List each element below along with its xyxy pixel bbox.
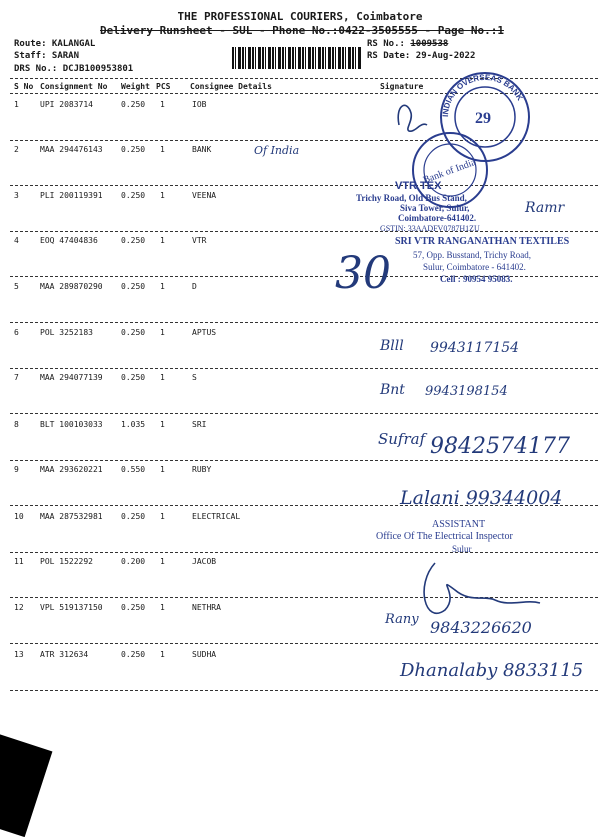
row-sno: 11 [14, 557, 24, 566]
electrical-stamp-line2: Sulur [452, 544, 472, 554]
rs-date [367, 51, 475, 61]
row-consignee: APTUS [192, 328, 217, 337]
row-pcs: 1 [160, 282, 165, 291]
row-consignee: SUDHA [192, 650, 217, 659]
row-weight: 1.035 [121, 420, 146, 429]
row-sno: 6 [14, 328, 19, 337]
drs-number: DRS No.: DCJB100953801 [14, 64, 134, 74]
scan-shadow [0, 733, 52, 837]
row-sno: 4 [14, 236, 19, 245]
row-consignment-no: MAA 294077139 [40, 373, 103, 382]
col-header-consignment: Consignment No [40, 82, 108, 91]
row-sno: 10 [14, 512, 24, 521]
rs-number [367, 39, 448, 49]
row-weight: 0.250 [121, 328, 146, 337]
row-separator [10, 643, 598, 644]
row6-signature: Blll [380, 338, 404, 354]
row-consignee: D [192, 282, 197, 291]
row-consignment-no: POL 3252183 [40, 328, 93, 337]
row-sno: 1 [14, 100, 19, 109]
vtr-stamp-line2: Siva Tower, Sulur, [400, 203, 470, 213]
sri-stamp-line2: Sulur, Coimbatore - 641402. [423, 262, 526, 272]
row-consignment-no: UPI 2083714 [40, 100, 93, 109]
row-weight: 0.250 [121, 512, 146, 521]
row-pcs: 1 [160, 603, 165, 612]
row12-phone: 9843226620 [430, 618, 532, 637]
row2-handwritten-consignee: Of India [254, 144, 300, 157]
row-pcs: 1 [160, 145, 165, 154]
row-separator [10, 460, 598, 461]
row-sno: 3 [14, 191, 19, 200]
row-consignee: IOB [192, 100, 207, 109]
bank-ring-date: 29 [475, 110, 491, 127]
row-consignment-no: VPL 519137150 [40, 603, 103, 612]
row-consignee: NETHRA [192, 603, 221, 612]
row-consignment-no: MAA 289870290 [40, 282, 103, 291]
row-pcs: 1 [160, 650, 165, 659]
sri-stamp-heading: SRI VTR RANGANATHAN TEXTILES [395, 236, 570, 247]
row-pcs: 1 [160, 236, 165, 245]
row-sno: 9 [14, 465, 19, 474]
row-consignee: BANK [192, 145, 212, 154]
row-consignment-no: BLT 100103033 [40, 420, 103, 429]
row-weight: 0.200 [121, 557, 146, 566]
row-pcs: 1 [160, 328, 165, 337]
runsheet-subtitle: Delivery Runsheet - SUL - Phone No.:0422-3505555 - Page No.:1 [100, 24, 504, 37]
col-header-consignee: Consignee Details [190, 82, 272, 91]
row-sno: 8 [14, 420, 19, 429]
electrical-stamp-line1: Office Of The Electrical Inspector [376, 531, 513, 542]
row-pcs: 1 [160, 512, 165, 521]
row13-signature-phone: Dhanalaby 8833115 [400, 660, 584, 681]
row-pcs: 1 [160, 100, 165, 109]
row-sno: 13 [14, 650, 24, 659]
row-consignee: ELECTRICAL [192, 512, 241, 521]
route-label: Route: KALANGAL [14, 39, 96, 49]
row-separator [10, 185, 598, 186]
col-header-pcs: PCS [156, 82, 171, 91]
row-consignee: RUBY [192, 465, 212, 474]
rs-number-value: 1009538 [410, 39, 449, 49]
vtr-stamp-heading: VTR TEX [395, 180, 442, 192]
vtr-stamp-gstin: GSTIN: 33AADFV0787H1ZU [380, 224, 480, 233]
row-weight: 0.250 [121, 603, 146, 612]
vtr-stamp-line1: Trichy Road, Old Bus Stand, [356, 193, 467, 203]
bank-ring-text: INDIAN OVERSEAS BANK [440, 72, 525, 118]
row-separator [10, 552, 598, 553]
row-separator [10, 413, 598, 414]
row12-signature: Rany [385, 612, 419, 627]
row-weight: 0.250 [121, 650, 146, 659]
bank-round-text: Bank of India [421, 156, 478, 187]
row-consignee: JACOB [192, 557, 217, 566]
row-sno: 12 [14, 603, 24, 612]
row-separator [10, 231, 598, 232]
col-header-sno: S No [14, 82, 34, 91]
row-consignee: VEENA [192, 191, 217, 200]
row9-signature-phone: Lalani 99344004 [400, 487, 563, 509]
row-consignment-no: PLI 200119391 [40, 191, 103, 200]
row-consignment-no: EOQ 47404836 [40, 236, 98, 245]
col-header-weight: Weight [121, 82, 150, 91]
row-consignment-no: ATR 312634 [40, 650, 89, 659]
row-separator [10, 368, 598, 369]
vtr-stamp-line3: Coimbatore-641402. [398, 213, 477, 223]
row-pcs: 1 [160, 465, 165, 474]
row-consignment-no: MAA 294476143 [40, 145, 103, 154]
row-consignment-no: POL 1522292 [40, 557, 93, 566]
row8-signature: Sufraf [378, 430, 426, 448]
row-consignee: S [192, 373, 197, 382]
row-consignment-no: MAA 287532981 [40, 512, 103, 521]
barcode [232, 47, 362, 69]
row-pcs: 1 [160, 191, 165, 200]
row-separator [10, 322, 598, 323]
row-sno: 7 [14, 373, 19, 382]
row-sno: 5 [14, 282, 19, 291]
row7-signature: Bnt [380, 382, 405, 398]
row-weight: 0.250 [121, 100, 146, 109]
row-weight: 0.250 [121, 145, 146, 154]
electrical-stamp-title: ASSISTANT [432, 519, 486, 530]
row8-phone: 9842574177 [430, 434, 570, 459]
col-header-signature: Signature [380, 82, 424, 91]
row-pcs: 1 [160, 557, 165, 566]
rs-date-label: RS Date: [367, 51, 411, 61]
row-consignee: SRI [192, 420, 207, 429]
row5-handwritten-mark: 30 [335, 248, 391, 299]
staff-label: Staff: SARAN [14, 51, 80, 61]
row6-phone: 9943117154 [430, 340, 520, 356]
row-separator [10, 690, 598, 691]
rs-date-value: 29-Aug-2022 [415, 51, 476, 61]
row1-signature [393, 95, 433, 135]
row-sno: 2 [14, 145, 19, 154]
row-weight: 0.550 [121, 465, 146, 474]
sri-stamp-cell: Cell : 90954 95083. [440, 274, 513, 284]
row-pcs: 1 [160, 373, 165, 382]
row-weight: 0.250 [121, 282, 146, 291]
row-pcs: 1 [160, 420, 165, 429]
row7-phone: 9943198154 [425, 384, 508, 399]
row3-signature: Ramr [525, 200, 565, 216]
row-weight: 0.250 [121, 191, 146, 200]
runsheet-title: THE PROFESSIONAL COURIERS, Coimbatore [177, 10, 423, 23]
row-weight: 0.250 [121, 373, 146, 382]
row-consignee: VTR [192, 236, 207, 245]
row-consignment-no: MAA 293620221 [40, 465, 103, 474]
sri-stamp-line1: 57, Opp. Busstand, Trichy Road, [413, 250, 532, 260]
row-weight: 0.250 [121, 236, 146, 245]
rs-number-label: RS No.: [367, 39, 405, 49]
